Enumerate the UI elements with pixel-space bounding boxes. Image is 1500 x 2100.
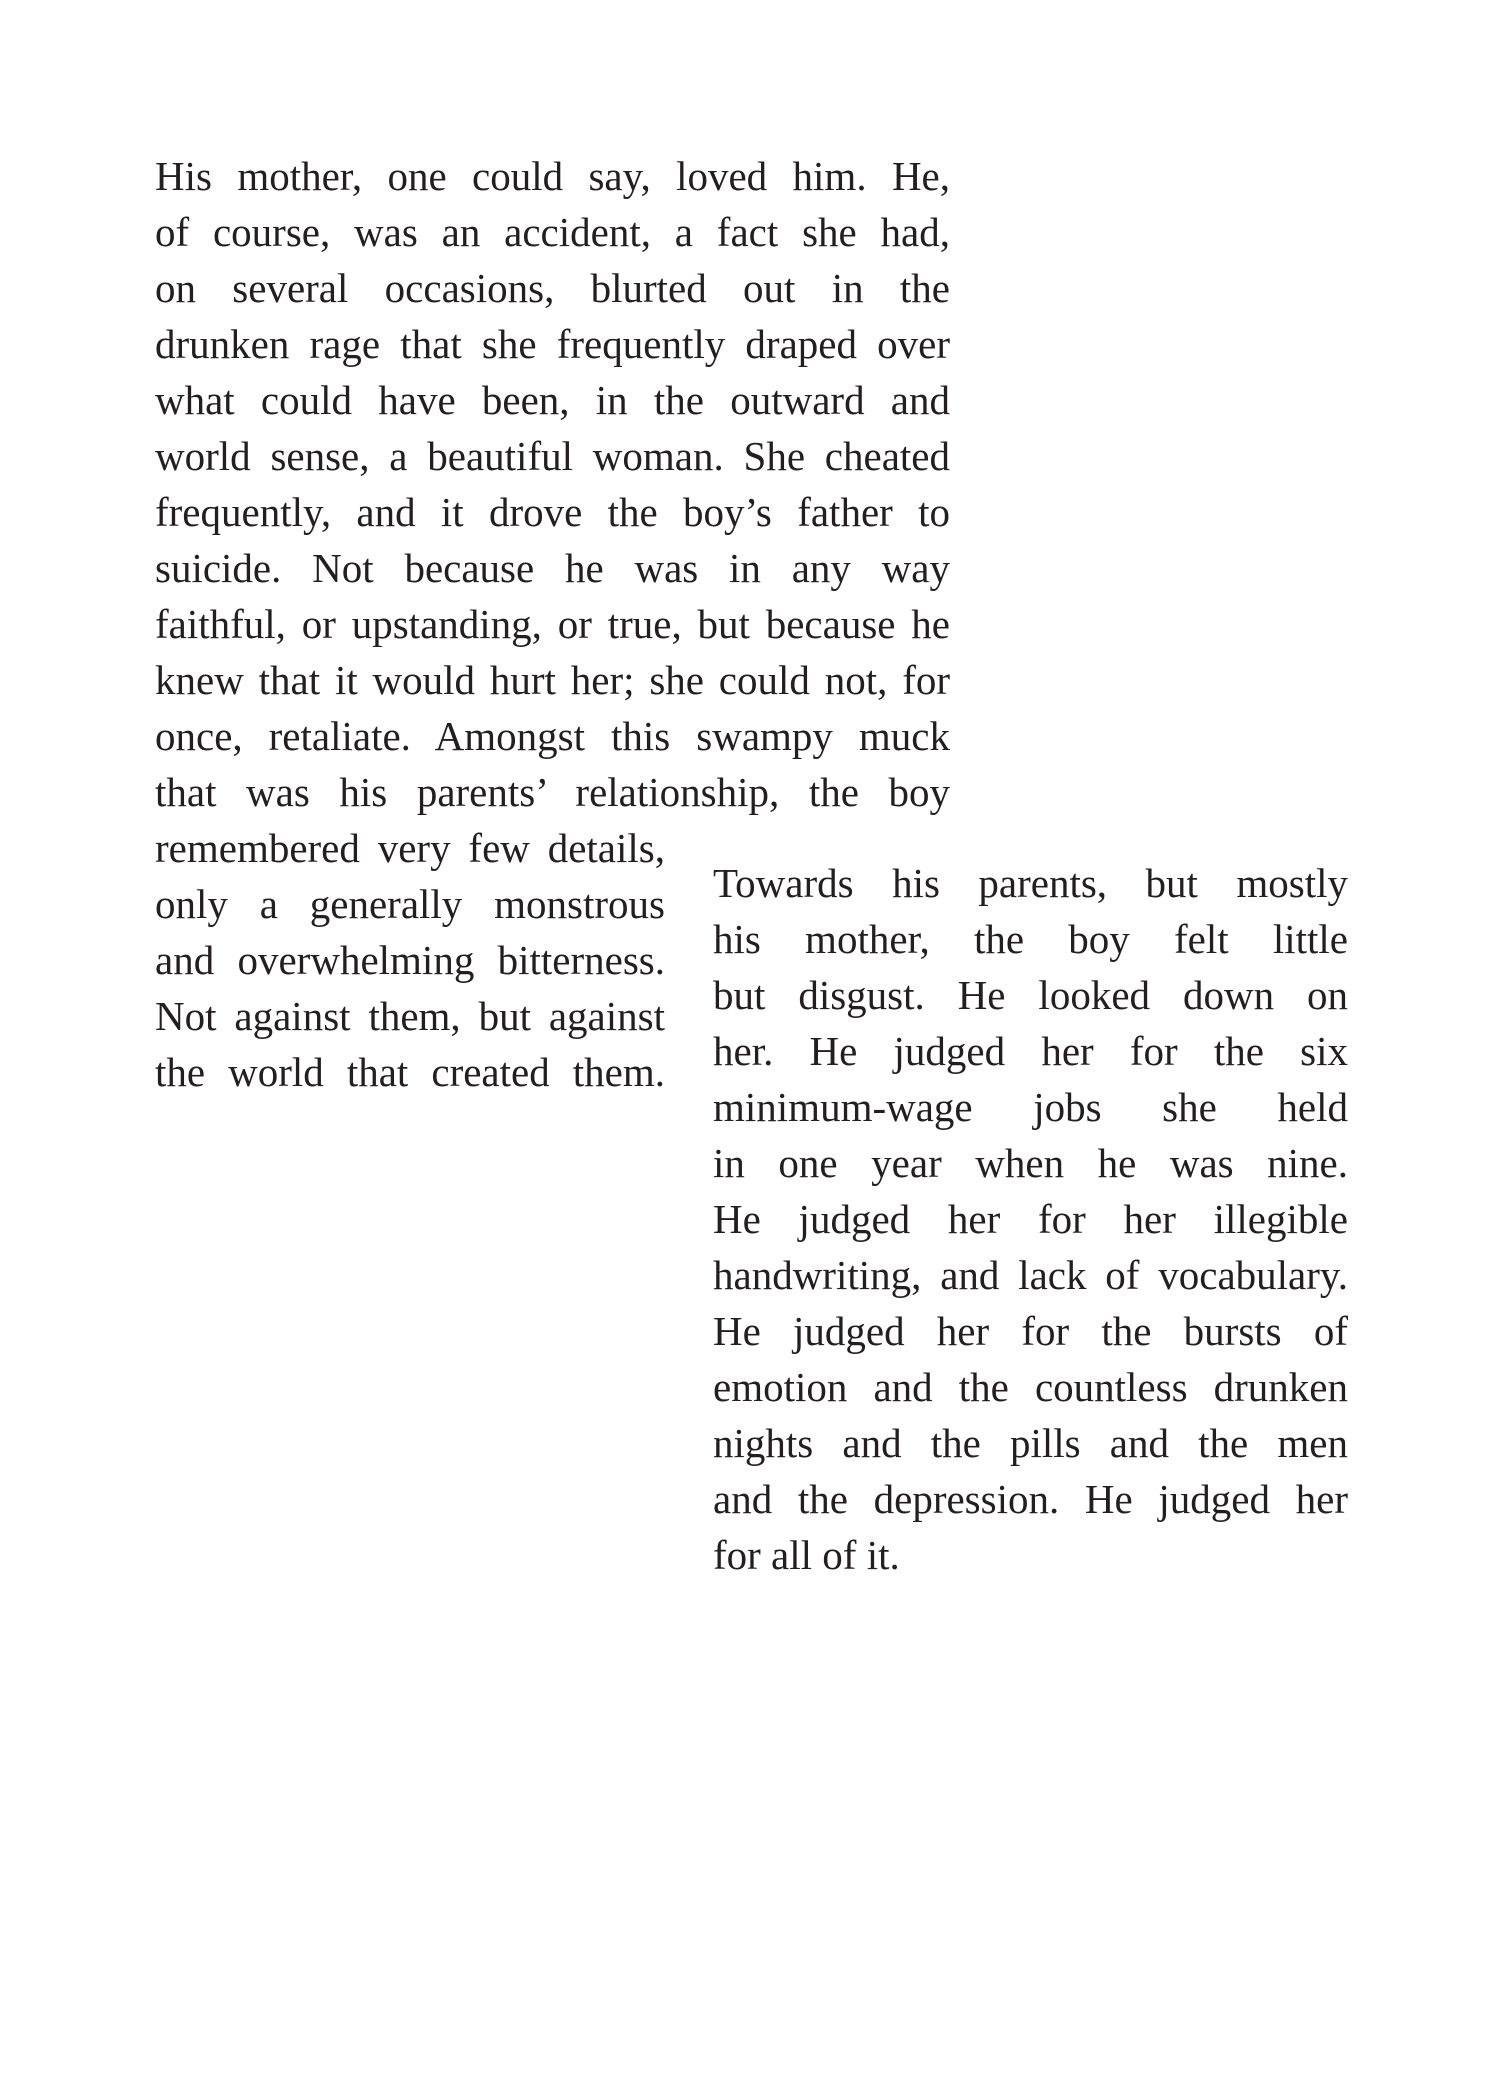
text-line: and overwhelming bitterness. — [155, 937, 665, 983]
text-line: suicide. Not because he was in any way — [155, 545, 950, 591]
text-line: emotion and the countless drunken — [713, 1364, 1348, 1410]
text-line: his mother, the boy felt little — [713, 916, 1348, 962]
text-line: He judged her for her illegible — [713, 1196, 1348, 1242]
text-line: the world that created them. — [155, 1049, 665, 1095]
text-line: He judged her for the bursts of — [713, 1308, 1348, 1354]
text-line: that was his parents’ relationship, the boy — [155, 769, 950, 815]
text-line: and the depression. He judged her — [713, 1476, 1348, 1522]
text-line: handwriting, and lack of vocabulary. — [713, 1252, 1348, 1298]
text-line: faithful, or upstanding, or true, but because he — [155, 601, 950, 647]
text-line: minimum-wage jobs she held — [713, 1084, 1348, 1130]
text-line: drunken rage that she frequently draped over — [155, 321, 950, 367]
text-line: once, retaliate. Amongst this swampy muck — [155, 713, 950, 759]
text-line: Towards his parents, but mostly — [713, 860, 1348, 906]
text-line: only a generally monstrous — [155, 881, 665, 927]
text-line: frequently, and it drove the boy’s father to — [155, 489, 950, 535]
text-line: of course, was an accident, a fact she had, — [155, 209, 950, 255]
text-line: on several occasions, blurted out in the — [155, 265, 950, 311]
text-line: what could have been, in the outward and — [155, 377, 950, 423]
text-line: His mother, one could say, loved him. He, — [155, 153, 950, 199]
text-line: knew that it would hurt her; she could not, for — [155, 657, 950, 703]
text-line: but disgust. He looked down on — [713, 972, 1348, 1018]
text-line: Not against them, but against — [155, 993, 665, 1039]
text-line: in one year when he was nine. — [713, 1140, 1348, 1186]
text-line: world sense, a beautiful woman. She cheated — [155, 433, 950, 479]
text-line: remembered very few details, — [155, 825, 665, 871]
text-line: her. He judged her for the six — [713, 1028, 1348, 1074]
text-line: for all of it. — [713, 1532, 900, 1578]
text-line: nights and the pills and the men — [713, 1420, 1348, 1466]
